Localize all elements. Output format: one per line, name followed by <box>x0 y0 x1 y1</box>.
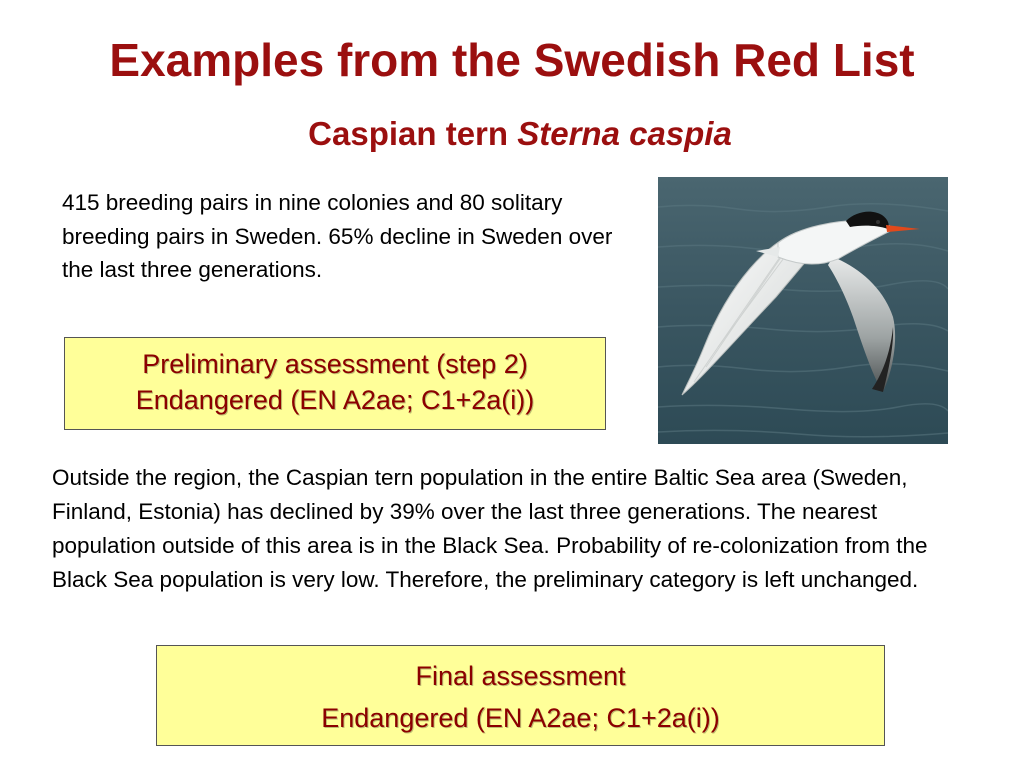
scientific-name: Sterna caspia <box>517 115 732 152</box>
preliminary-assessment-heading: Preliminary assessment (step 2) <box>142 349 528 379</box>
final-assessment-heading: Final assessment <box>415 661 626 691</box>
intro-text: 415 breeding pairs in nine colonies and 80 solitary breeding pairs in Sweden. 65% decline in Sweden over the last three generations. <box>62 190 613 282</box>
regional-adjustment-text: Outside the region, the Caspian tern population in the entire Baltic Sea area (Sweden, Finland, Estonia) has declined by 39% over the last three generations. The nearest population outside of this area is in the Black Sea. Probability of re-colonization from the Black Sea population is very low. Therefore, the preliminary category is left unchanged. <box>52 465 928 592</box>
preliminary-assessment-box <box>64 337 606 430</box>
species-subtitle <box>0 112 1024 156</box>
final-assessment-category: Endangered (EN A2ae; C1+2a(i)) <box>321 703 720 733</box>
slide-title: Examples from the Swedish Red List <box>109 34 915 86</box>
preliminary-assessment-category: Endangered (EN A2ae; C1+2a(i)) <box>135 385 535 415</box>
caspian-tern-photo <box>658 177 948 444</box>
final-assessment-box <box>156 645 885 746</box>
tern-illustration <box>658 177 948 444</box>
common-name: Caspian tern <box>308 115 509 152</box>
